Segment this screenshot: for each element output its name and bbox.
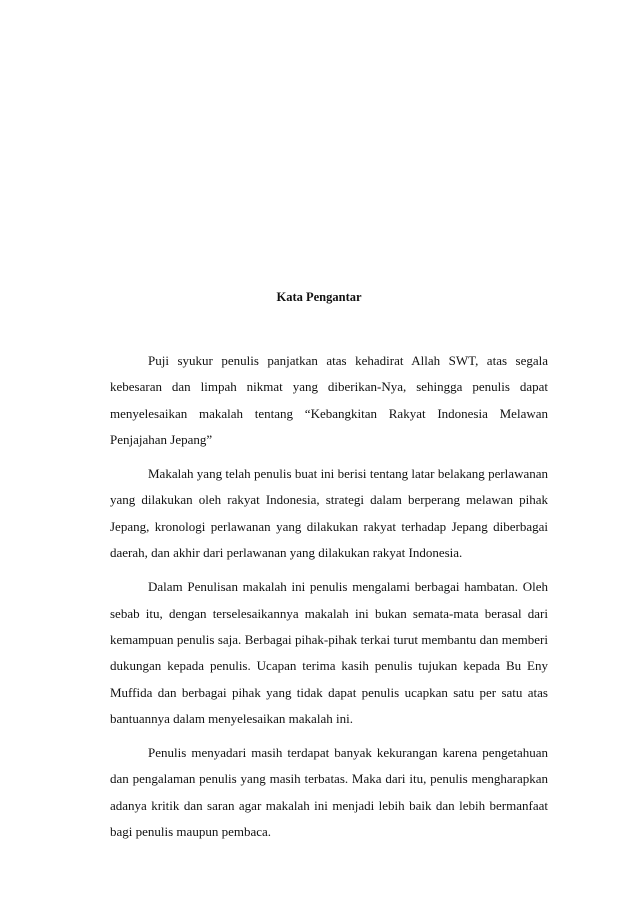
paragraph-1: Puji syukur penulis panjatkan atas kehadirat Allah SWT, atas segala kebesaran dan limpah nikmat yang diberikan-Nya, sehingga penulis dapat menyelesaikan makalah tentang “Kebangkitan Rakyat Indonesia Melawan Penjajahan Jepang” bbox=[110, 353, 548, 447]
document-body bbox=[110, 348, 548, 853]
paragraph-4: Penulis menyadari masih terdapat banyak kekurangan karena pengetahuan dan pengalaman penulis yang masih terbatas. Maka dari itu, penulis mengharapkan adanya kritik dan saran agar makalah ini menjadi lebih baik dan lebih bermanfaat bagi penulis maupun pembaca. bbox=[110, 745, 548, 840]
paragraph-3: Dalam Penulisan makalah ini penulis mengalami berbagai hambatan. Oleh sebab itu, dengan terselesaikannya makalah ini bukan semata-mata berasal dari kemampuan penulis saja. Berbagai pihak-pihak terkai turut membantu dan memberi dukungan kepada penulis. Ucapan terima kasih penulis tujukan kepada Bu Eny Muffida dan berbagai pihak yang tidak dapat penulis ucapkan satu per satu atas bantuannya dalam menyelesaikan makalah ini. bbox=[110, 579, 548, 726]
paragraph-2: Makalah yang telah penulis buat ini berisi tentang latar belakang perlawanan yang dilakukan oleh rakyat Indonesia, strategi dalam berperang melawan pihak Jepang, kronologi perlawanan yang dilakukan rakyat terhadap Jepang diberbagai daerah, dan akhir dari perlawanan yang dilakukan rakyat Indonesia. bbox=[110, 466, 548, 561]
page-title: Kata Pengantar bbox=[276, 290, 362, 304]
